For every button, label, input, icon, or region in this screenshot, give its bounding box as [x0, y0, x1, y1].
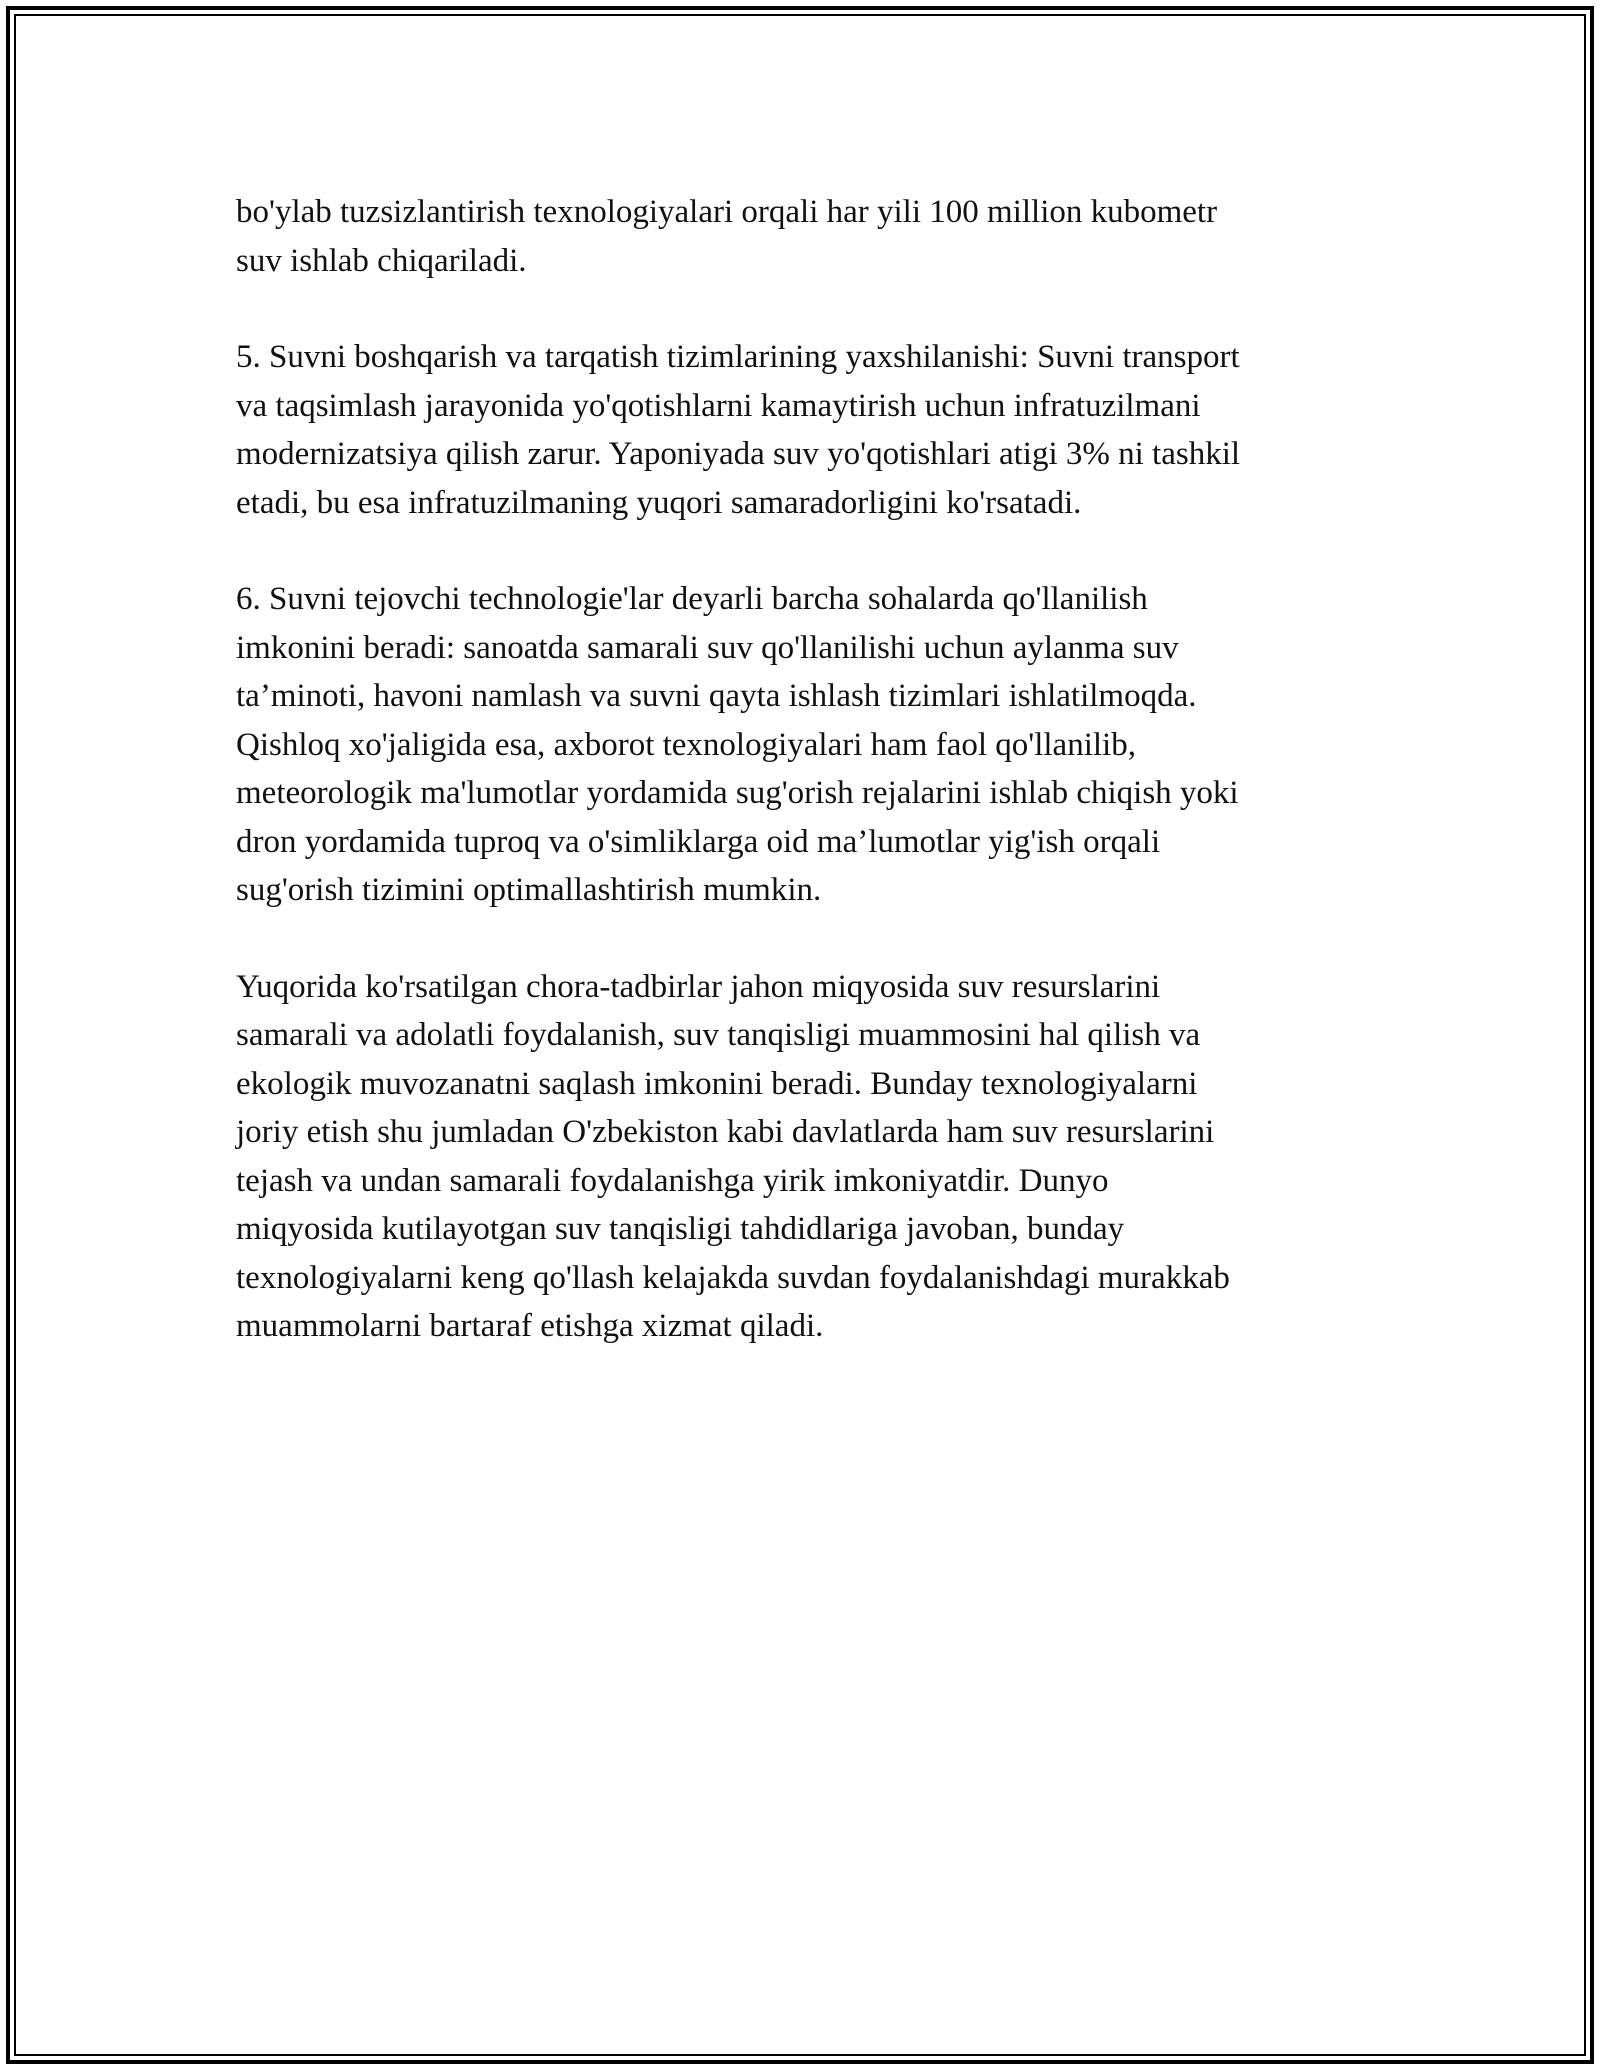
- paragraph-water-management: 5. Suvni boshqarish va tarqatish tizimlarining yaxshilanishi: Suvni transport va taqsimlash jarayonida yo'qotishlarni kamaytirish uchun infratuzilmani modernizatsiya qilish zarur. Yaponiyada suv yo'qotishlari atigi 3% ni tashkil etadi, bu esa infratuzilmaning yuqori samaradorligini ko'rsatadi.: [236, 339, 1241, 521]
- document-body: [236, 188, 1366, 1399]
- paragraph-desalination-continued: bo'ylab tuzsizlantirish texnologiyalari orqali har yili 100 million kubometr suv ishlab chiqariladi.: [236, 194, 1218, 279]
- paragraph-water-saving-technologies: 6. Suvni tejovchi technologie'lar deyarli barcha sohalarda qo'llanilish imkonini beradi: sanoatda samarali suv qo'llanilishi uchun aylanma suv ta’minoti, havoni namlash va suvni qayta ishlash tizimlari ishlatilmoqda. Qishloq xo'jaligida esa, axborot texnologiyalari ham faol qo'llanilib, meteorologik ma'lumotlar yordamida sug'orish rejalarini ishlab chiqish yoki dron yordamida tuproq va o'simliklarga oid ma’lumotlar yig'ish orqali sug'orish tizimini optimallashtirish mumkin.: [236, 581, 1239, 908]
- paragraph-conclusion: Yuqorida ko'rsatilgan chora-tadbirlar jahon miqyosida suv resurslarini samarali va adolatli foydalanish, suv tanqisligi muammosini hal qilish va ekologik muvozanatni saqlash imkonini beradi. Bunday texnologiyalarni joriy etish shu jumladan O'zbekiston kabi davlatlarda ham suv resurslarini tejash va undan samarali foydalanishga yirik imkoniyatdir. Dunyo miqyosida kutilayotgan suv tanqisligi tahdidlariga javoban, bunday texnologiyalarni keng qo'llash kelajakda suvdan foydalanishdagi murakkab muammolarni bartaraf etishga xizmat qiladi.: [236, 968, 1230, 1344]
